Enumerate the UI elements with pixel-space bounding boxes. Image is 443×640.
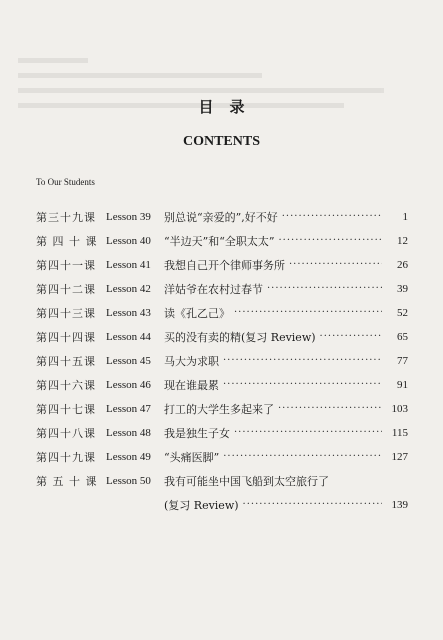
lesson-number-cn: 第四十四课 — [36, 331, 96, 344]
leader-dots — [320, 330, 382, 344]
page-number: 12 — [397, 235, 408, 247]
toc-row[interactable] — [36, 397, 408, 421]
page-number: 103 — [391, 403, 408, 415]
page-number: 77 — [397, 355, 408, 367]
leader-dots — [289, 258, 382, 272]
toc-row[interactable] — [36, 253, 408, 277]
toc-row[interactable] — [36, 421, 408, 445]
title-english: CONTENTS — [182, 134, 261, 149]
lesson-title: 马大为求职 — [164, 355, 219, 368]
lesson-number-en: Lesson 50 — [106, 475, 151, 487]
toc-row[interactable] — [36, 469, 408, 493]
leader-dots — [223, 354, 382, 368]
page-number: 52 — [397, 307, 408, 319]
lesson-title: “头痛医脚” — [164, 451, 220, 464]
lesson-number-cn: 第三十九课 — [36, 211, 96, 224]
toc-row[interactable] — [36, 205, 408, 229]
lesson-title: 读《孔乙己》 — [164, 307, 230, 320]
page-number: 139 — [391, 499, 408, 511]
leader-dots — [278, 402, 382, 416]
title-chinese: 目录 — [198, 98, 261, 116]
page-number: 127 — [391, 451, 408, 463]
toc-row[interactable] — [36, 349, 408, 373]
lesson-title-continuation: (复习 Review) — [164, 499, 239, 512]
lesson-number-en: Lesson 43 — [106, 307, 151, 319]
page-number: 26 — [397, 259, 408, 271]
lesson-number-en: Lesson 42 — [106, 283, 151, 295]
lesson-number-en: Lesson 47 — [106, 403, 151, 415]
leader-dots — [279, 234, 383, 248]
lesson-title: “半边天”和“全职太太” — [164, 235, 275, 248]
leader-dots — [282, 210, 382, 224]
lesson-number-cn: 第 四 十 课 — [36, 235, 98, 248]
lesson-number-cn: 第四十三课 — [36, 307, 96, 320]
leader-dots — [234, 426, 382, 440]
toc-row[interactable] — [36, 229, 408, 253]
toc-row-continuation[interactable] — [36, 493, 408, 517]
toc-list — [36, 205, 408, 517]
lesson-number-en: Lesson 49 — [106, 451, 151, 463]
page-number: 39 — [397, 283, 408, 295]
lesson-number-en: Lesson 48 — [106, 427, 151, 439]
leader-dots — [223, 378, 382, 392]
lesson-number-cn: 第四十六课 — [36, 379, 96, 392]
leader-dots — [243, 498, 382, 512]
leader-dots — [223, 450, 382, 464]
intro-entry: To Our Students — [36, 177, 95, 187]
lesson-number-cn: 第四十一课 — [36, 259, 96, 272]
toc-row[interactable] — [36, 277, 408, 301]
lesson-number-en: Lesson 46 — [106, 379, 151, 391]
lesson-number-cn: 第四十八课 — [36, 427, 96, 440]
toc-row[interactable] — [36, 373, 408, 397]
lesson-title: 洋姑爷在农村过春节 — [164, 283, 263, 296]
lesson-title: 别总说“亲爱的”,好不好 — [164, 211, 278, 224]
lesson-title: 我想自己开个律师事务所 — [164, 259, 285, 272]
leader-dots — [267, 282, 382, 296]
leader-dots — [234, 306, 382, 320]
lesson-number-cn: 第四十七课 — [36, 403, 96, 416]
page-number: 1 — [402, 211, 408, 223]
lesson-title: 我有可能坐中国飞船到太空旅行了 — [164, 475, 329, 488]
toc-row[interactable] — [36, 301, 408, 325]
lesson-number-en: Lesson 41 — [106, 259, 151, 271]
lesson-number-en: Lesson 45 — [106, 355, 151, 367]
lesson-title: 买的没有卖的精(复习 Review) — [164, 331, 316, 344]
lesson-number-cn: 第 五 十 课 — [36, 475, 98, 488]
lesson-number-cn: 第四十二课 — [36, 283, 96, 296]
page-number: 65 — [397, 331, 408, 343]
page-number: 115 — [391, 427, 408, 439]
lesson-number-en: Lesson 44 — [106, 331, 151, 343]
lesson-number-cn: 第四十九课 — [36, 451, 96, 464]
lesson-title: 我是独生子女 — [164, 427, 230, 440]
toc-row[interactable] — [36, 325, 408, 349]
lesson-number-en: Lesson 39 — [106, 211, 151, 223]
lesson-title: 打工的大学生多起来了 — [164, 403, 274, 416]
lesson-number-cn: 第四十五课 — [36, 355, 96, 368]
toc-row[interactable] — [36, 445, 408, 469]
lesson-title: 现在谁最累 — [164, 379, 219, 392]
page-number: 91 — [397, 379, 408, 391]
lesson-number-en: Lesson 40 — [106, 235, 151, 247]
